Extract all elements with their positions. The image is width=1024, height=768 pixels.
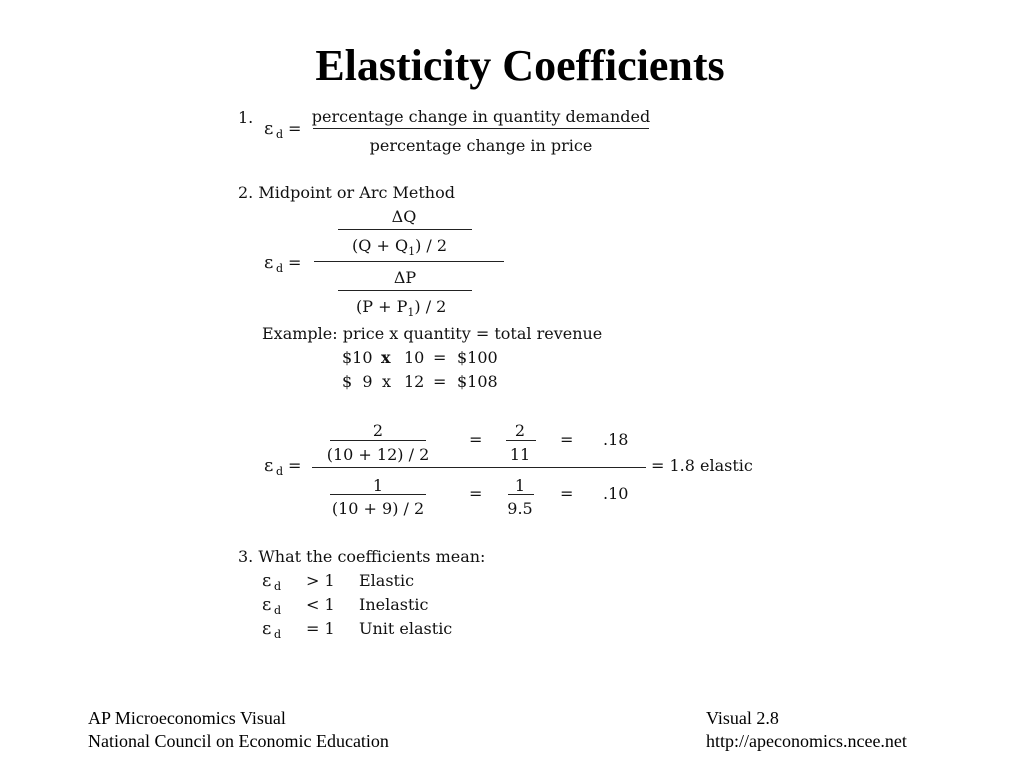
fraction-bar [313,128,649,129]
epsilon-symbol: ε [262,570,272,591]
epsilon-symbol: ε [264,252,274,273]
epsilon-subscript: d [274,580,282,593]
price-value: $10 [342,348,373,367]
condition: = 1 [306,619,335,638]
q-average-denominator: $(Q + Q_1) / 2$ [352,236,448,258]
section-1-denominator: percentage change in price [369,136,593,155]
revenue-value: $108 [457,372,498,391]
epsilon-symbol: ε [262,594,272,615]
section-1-numerator: percentage change in quantity demanded [311,107,651,126]
elasticity-result: = 1.8 elastic [651,456,753,475]
footer-url: http://apeconomics.ncee.net [706,731,907,751]
equals-sign: = [560,484,574,503]
section-2-heading: 2. Midpoint or Arc Method [238,183,455,202]
long-fraction-bar [312,467,646,468]
epsilon-subscript: d [276,465,284,478]
epsilon-subscript: d [276,262,284,275]
equals-sign: = [469,430,483,449]
footer-left-line-1: AP Microeconomics Visual [88,708,286,728]
quantity-value: 12 [404,372,425,391]
epsilon-symbol: ε [264,118,274,139]
example-intro: Example: price x quantity = total revenue [262,324,603,343]
bottom-fraction-bar [338,290,472,291]
calc-bottom-simplified-denominator: 9.5 [507,499,533,518]
equals-sign: = [433,372,447,391]
calc-top-denominator: (10 + 12) / 2 [326,445,430,464]
calc-bottom-denominator: (10 + 9) / 2 [331,499,425,518]
equals-sign: = [288,253,302,272]
main-fraction-bar [314,261,504,262]
calc-bottom-simplified-numerator: 1 [514,476,526,495]
calc-top-simplified-denominator: 11 [509,445,531,464]
section-1-number: 1. [238,108,254,127]
quantity-value: 10 [404,348,425,367]
times-sign: x [382,372,392,391]
delta-p-numerator: ΔP [393,268,417,287]
epsilon-subscript: d [276,128,284,141]
epsilon-symbol: ε [264,455,274,476]
times-sign: x [381,348,391,367]
equals-sign: = [469,484,483,503]
top-fraction-bar [338,229,472,230]
calc-top-bar [330,440,426,441]
equals-sign: = [288,456,302,475]
footer-left-line-2: National Council on Economic Education [88,731,389,751]
condition: < 1 [306,595,335,614]
simplified-bar [506,440,536,441]
delta-q-numerator: ΔQ [391,207,417,226]
revenue-value: $100 [457,348,498,367]
equals-sign: = [560,430,574,449]
meaning: Inelastic [359,595,429,614]
epsilon-subscript: d [274,604,282,617]
meaning: Elastic [359,571,415,590]
section-3-heading: 3. What the coefficients mean: [238,547,486,566]
condition: > 1 [306,571,335,590]
calc-bottom-value: .10 [603,484,629,503]
epsilon-symbol: ε [262,618,272,639]
p-average-denominator: $(P + P_1) / 2$ [356,297,447,319]
footer-right-line-1: Visual 2.8 [706,708,779,728]
calc-top-value: .18 [603,430,629,449]
calc-top-simplified-numerator: 2 [514,421,526,440]
calc-bottom-numerator: 1 [372,476,384,495]
price-value: $ 9 [342,372,373,391]
page-title: Elasticity Coefficients [315,41,725,90]
calc-bottom-bar [330,494,426,495]
calc-top-numerator: 2 [372,421,384,440]
epsilon-subscript: d [274,628,282,641]
equals-sign: = [288,119,302,138]
equals-sign: = [433,348,447,367]
meaning: Unit elastic [359,619,453,638]
simplified-bar [508,494,534,495]
